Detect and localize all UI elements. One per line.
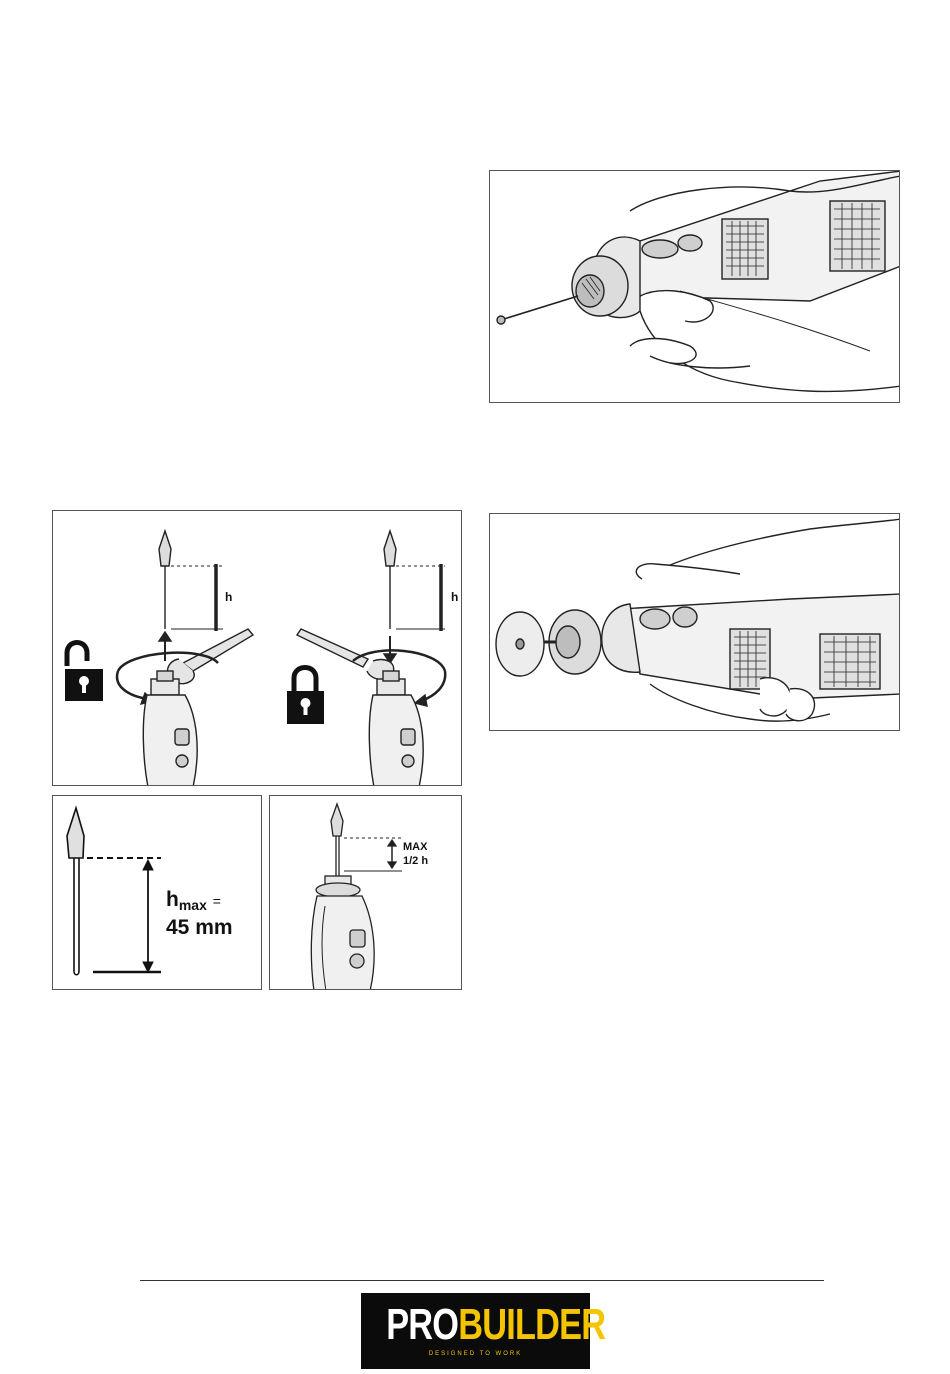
collet-tightening-illustration <box>53 511 462 786</box>
figure-pencil-grip <box>489 170 900 403</box>
insertion-half-h-label: 1/2 h <box>403 855 429 867</box>
h-label-left: h <box>225 590 233 604</box>
pencil-grip-illustration <box>490 171 900 403</box>
logo-pro: PRO <box>386 1300 459 1349</box>
hmax-illustration <box>53 796 262 990</box>
figure-collet-tightening <box>52 510 462 786</box>
hmax-h: h <box>166 888 179 911</box>
unlocked-padlock-icon <box>65 643 103 702</box>
insertion-max-label: MAX <box>403 841 428 853</box>
footer-rule <box>140 1280 824 1281</box>
hmax-equals: = <box>212 893 221 909</box>
golf-grip-illustration <box>490 514 900 731</box>
hmax-value: 45 mm <box>166 916 233 939</box>
hmax-formula <box>166 888 221 917</box>
logo-wordmark <box>386 1299 606 1351</box>
figure-insertion-depth <box>269 795 462 990</box>
h-label-right: h <box>451 590 459 604</box>
figure-golf-grip <box>489 513 900 731</box>
figure-hmax <box>52 795 262 990</box>
probuilder-logo <box>361 1293 606 1369</box>
insertion-depth-illustration <box>270 796 462 990</box>
locked-padlock-icon <box>287 668 324 725</box>
logo-builder: BUILDER <box>458 1300 606 1349</box>
hmax-subscript: max <box>178 897 207 913</box>
logo-tagline: DESIGNED TO WORK <box>428 1351 523 1357</box>
